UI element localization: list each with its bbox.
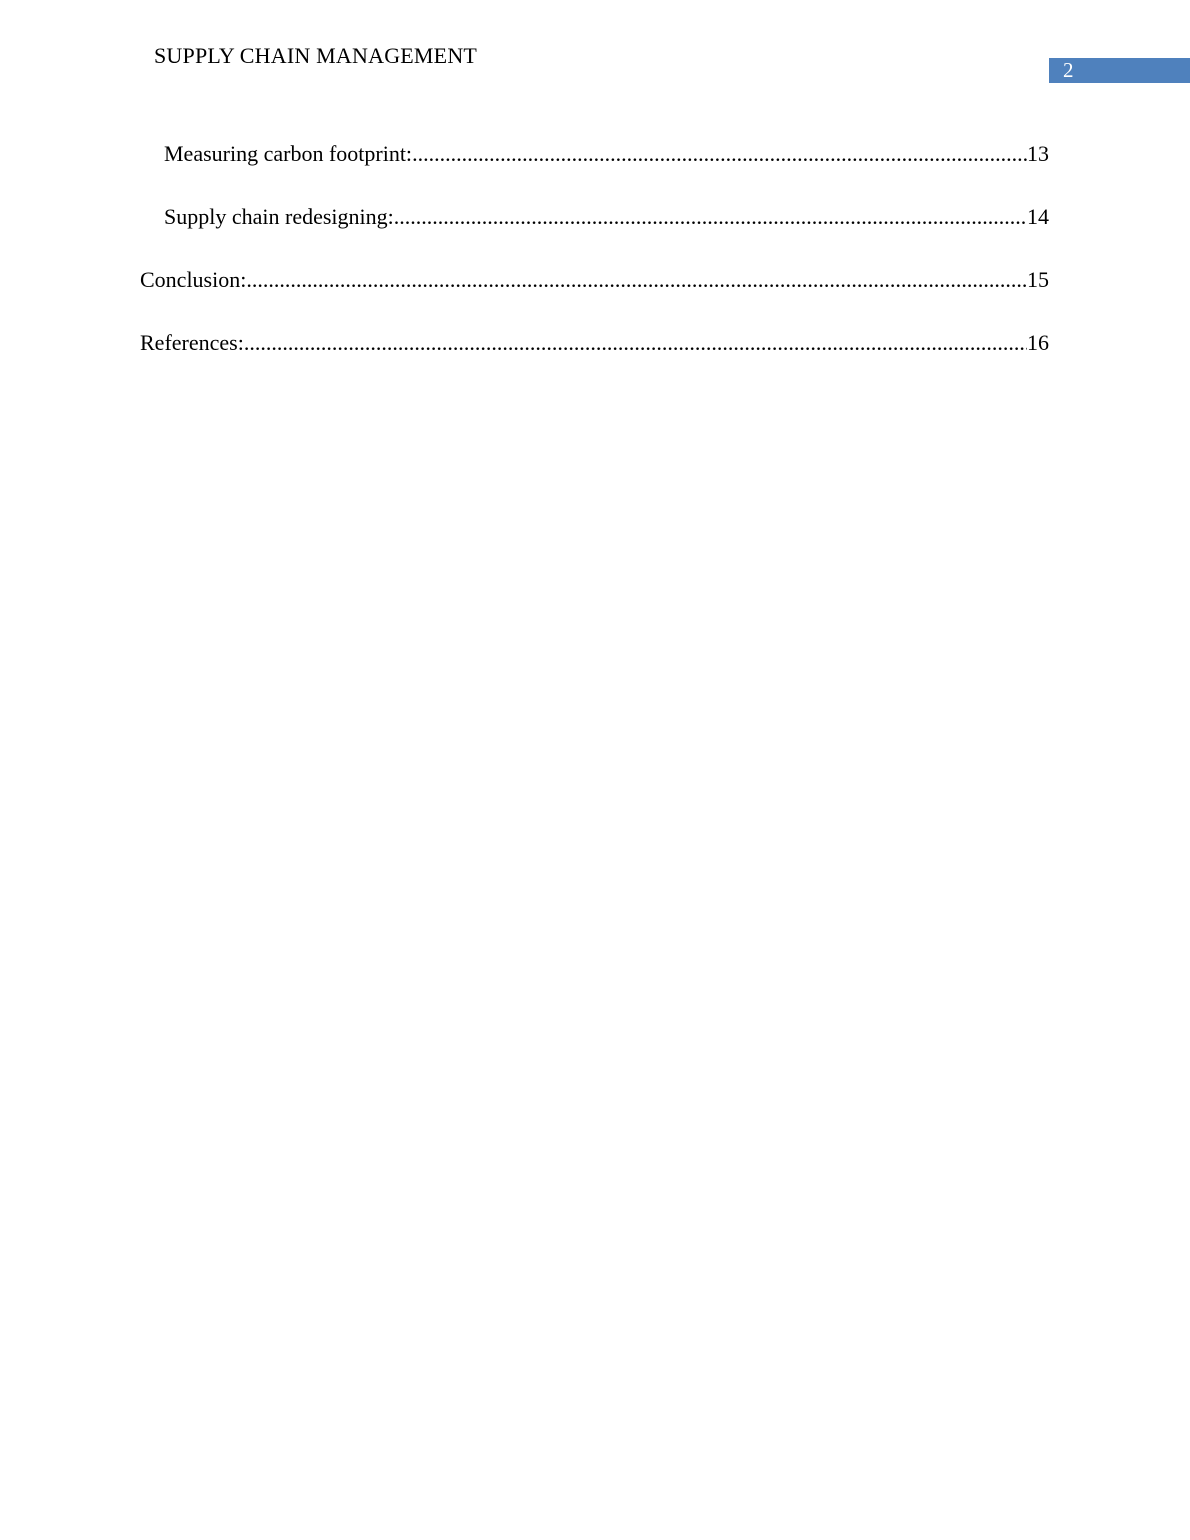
toc-entry-page: 15 (1027, 267, 1049, 292)
toc-entry-page: 13 (1027, 141, 1049, 166)
toc-entry-supply-chain-redesigning[interactable] (164, 202, 1049, 232)
toc-dot-leader (244, 328, 1027, 358)
toc-entry-page: 16 (1027, 330, 1049, 355)
toc-dot-leader (412, 139, 1027, 169)
toc-entry-label: Conclusion: (140, 267, 247, 292)
toc-entry-label: References: (140, 330, 244, 355)
page-number-badge (1049, 58, 1190, 83)
page-number: 2 (1063, 58, 1074, 82)
toc-entry-conclusion[interactable] (140, 265, 1049, 295)
running-head: SUPPLY CHAIN MANAGEMENT (154, 43, 478, 68)
toc-dot-leader (246, 265, 1027, 295)
toc-entry-measuring-carbon-footprint[interactable] (164, 139, 1049, 169)
toc-entry-references[interactable] (140, 328, 1049, 358)
toc-entry-label: Measuring carbon footprint: (164, 141, 413, 166)
toc-dot-leader (394, 202, 1027, 232)
toc-entry-label: Supply chain redesigning: (164, 204, 394, 229)
toc-entry-page: 14 (1027, 204, 1049, 229)
